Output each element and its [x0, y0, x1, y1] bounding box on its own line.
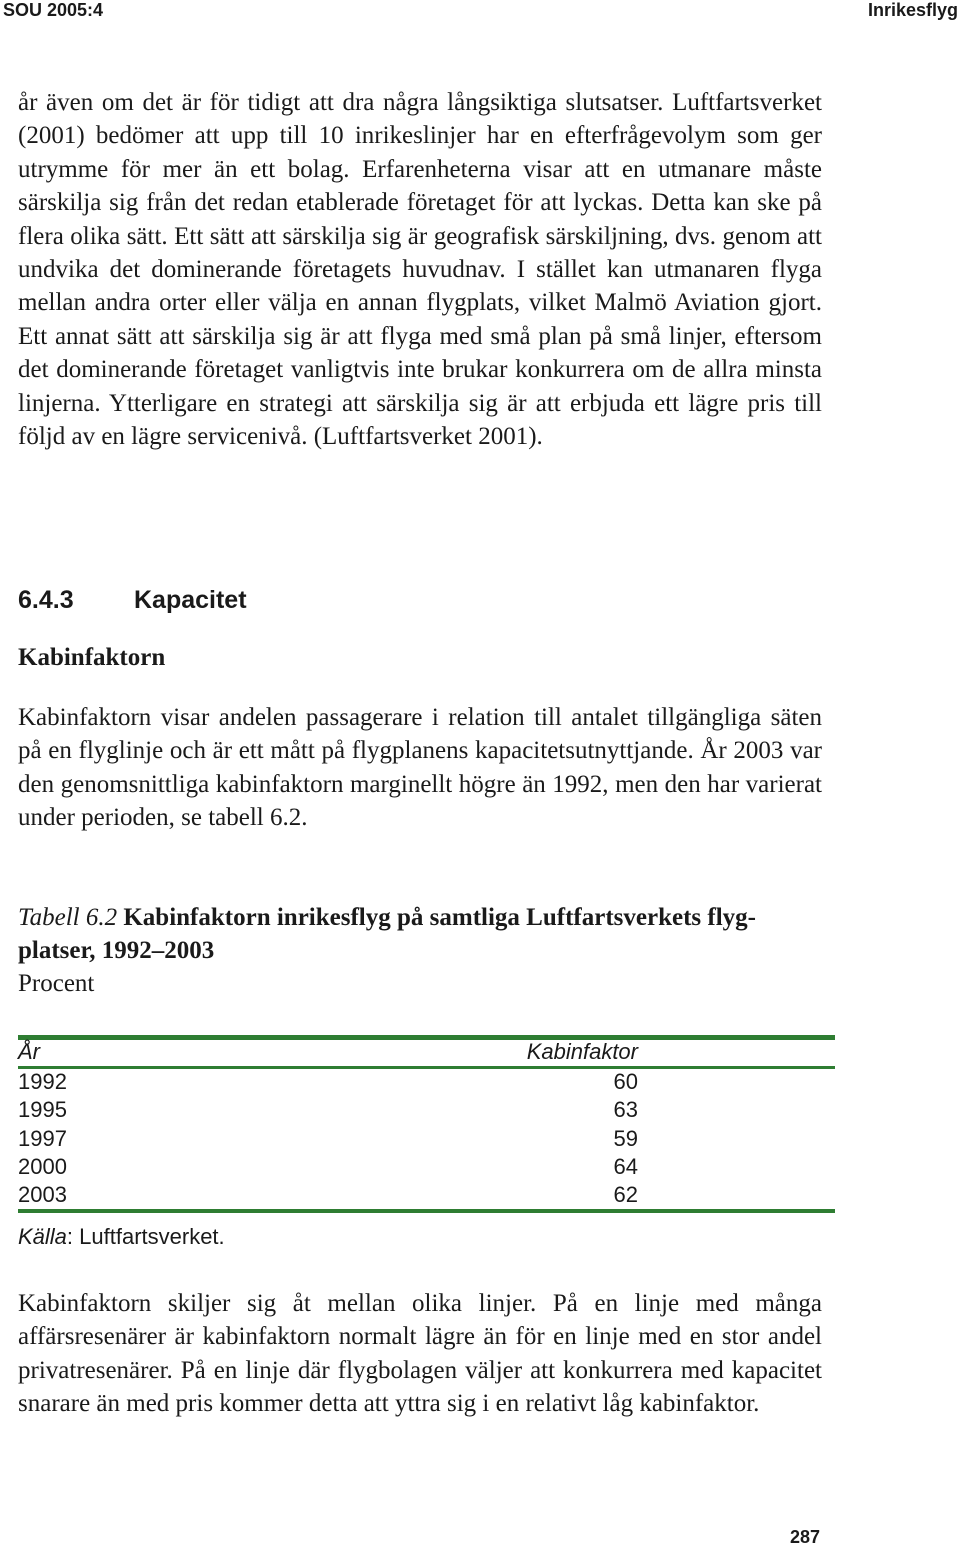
body-paragraph-cabin-factor: Kabinfaktorn visar andelen passagerare i relation till antalet tillgängliga säten på en flyglinje och är ett mått på flygplanens kapacitetsutnyttjande. År 2003 var den genomsnittliga kabinfaktorn marginellt högre än 1992, men den har varierat under perioden, se tabell 6.2.	[18, 704, 822, 831]
table-cell-year: 2003	[18, 1182, 67, 1207]
table-source-note	[18, 1224, 225, 1250]
table-caption-title: Kabinfaktorn inrikesflyg på samtliga Luftfartsverkets flygplatser, 1992–2003	[18, 904, 756, 964]
table-cell-value: 60	[613, 1069, 638, 1094]
header-report-id: SOU 2005:4	[3, 0, 104, 20]
table-cell-value: 64	[613, 1154, 638, 1179]
table-unit: Procent	[18, 970, 95, 997]
table-cell-value: 62	[613, 1182, 638, 1207]
source-text: : Luftfartsverket.	[66, 1224, 225, 1249]
table-header-year: År	[18, 1039, 40, 1064]
body-paragraph-route-variation: Kabinfaktorn skiljer sig åt mellan olika linjer. På en linje med många affärsresenärer är kabinfaktorn normalt lägre än för en linje med en stor andel privatresenärer. På en linje där flygbolagen väljer att konkurrera med kapacitet snarare än med pris kommer detta att yttra sig i en relativt låg kabinfaktor.	[18, 1290, 822, 1417]
table-caption	[18, 901, 822, 1000]
table-header-cabin-factor: Kabinfaktor	[526, 1039, 638, 1064]
table-cell-year: 1992	[18, 1069, 67, 1094]
table-cell-value: 59	[613, 1126, 638, 1151]
section-title: Kapacitet	[134, 586, 247, 614]
table-row	[18, 1069, 638, 1097]
table-row	[18, 1182, 638, 1210]
header-chapter-title: Inrikesflyg	[867, 0, 958, 20]
table-cell-year: 1997	[18, 1126, 67, 1151]
section-heading	[18, 586, 247, 615]
table-row	[18, 1097, 638, 1125]
body-paragraph-competition: år även om det är för tidigt att dra några långsiktiga slutsatser. Luftfartsverket (2001) bedömer att upp till 10 inrikeslinjer har en efterfrågevolym som ger utrymme för mer än ett bolag. Erfarenheterna visar att en utmanare måste särskilja sig från det redan etablerade företaget för att lyckas. Detta kan ske på flera olika sätt. Ett sätt att särskilja sig är geografisk särskiljning, dvs. genom att undvika det dominerande företagets huvudnav. I stället kan utmanaren flyga mellan andra orter eller välja en annan flygplats, vilket Malmö Aviation gjort. Ett annat sätt att särskilja sig är att flyga med små plan på små linjer, eftersom det dominerande företaget vanligtvis inte brukar konkurrera om de allra minsta linjerna. Ytterligare en strategi att särskilja sig är att erbjuda ett lägre pris till följd av en lägre servicenivå. (Luftfartsverket 2001).	[18, 89, 822, 451]
page-number: 287	[789, 1527, 820, 1547]
subheading-kabinfaktorn: Kabinfaktorn	[18, 644, 166, 671]
table-cell-year: 1995	[18, 1097, 67, 1122]
table-row	[18, 1154, 638, 1182]
table-cell-year: 2000	[18, 1154, 67, 1179]
source-label: Källa	[18, 1224, 67, 1249]
table-cell-value: 63	[613, 1097, 638, 1122]
table-bottom-rule	[18, 1209, 835, 1213]
table-caption-label: Tabell 6.2	[18, 904, 118, 931]
section-number: 6.4.3	[18, 586, 74, 614]
table-row	[18, 1126, 638, 1154]
table-header-row	[18, 1039, 638, 1067]
running-header	[0, 0, 960, 22]
